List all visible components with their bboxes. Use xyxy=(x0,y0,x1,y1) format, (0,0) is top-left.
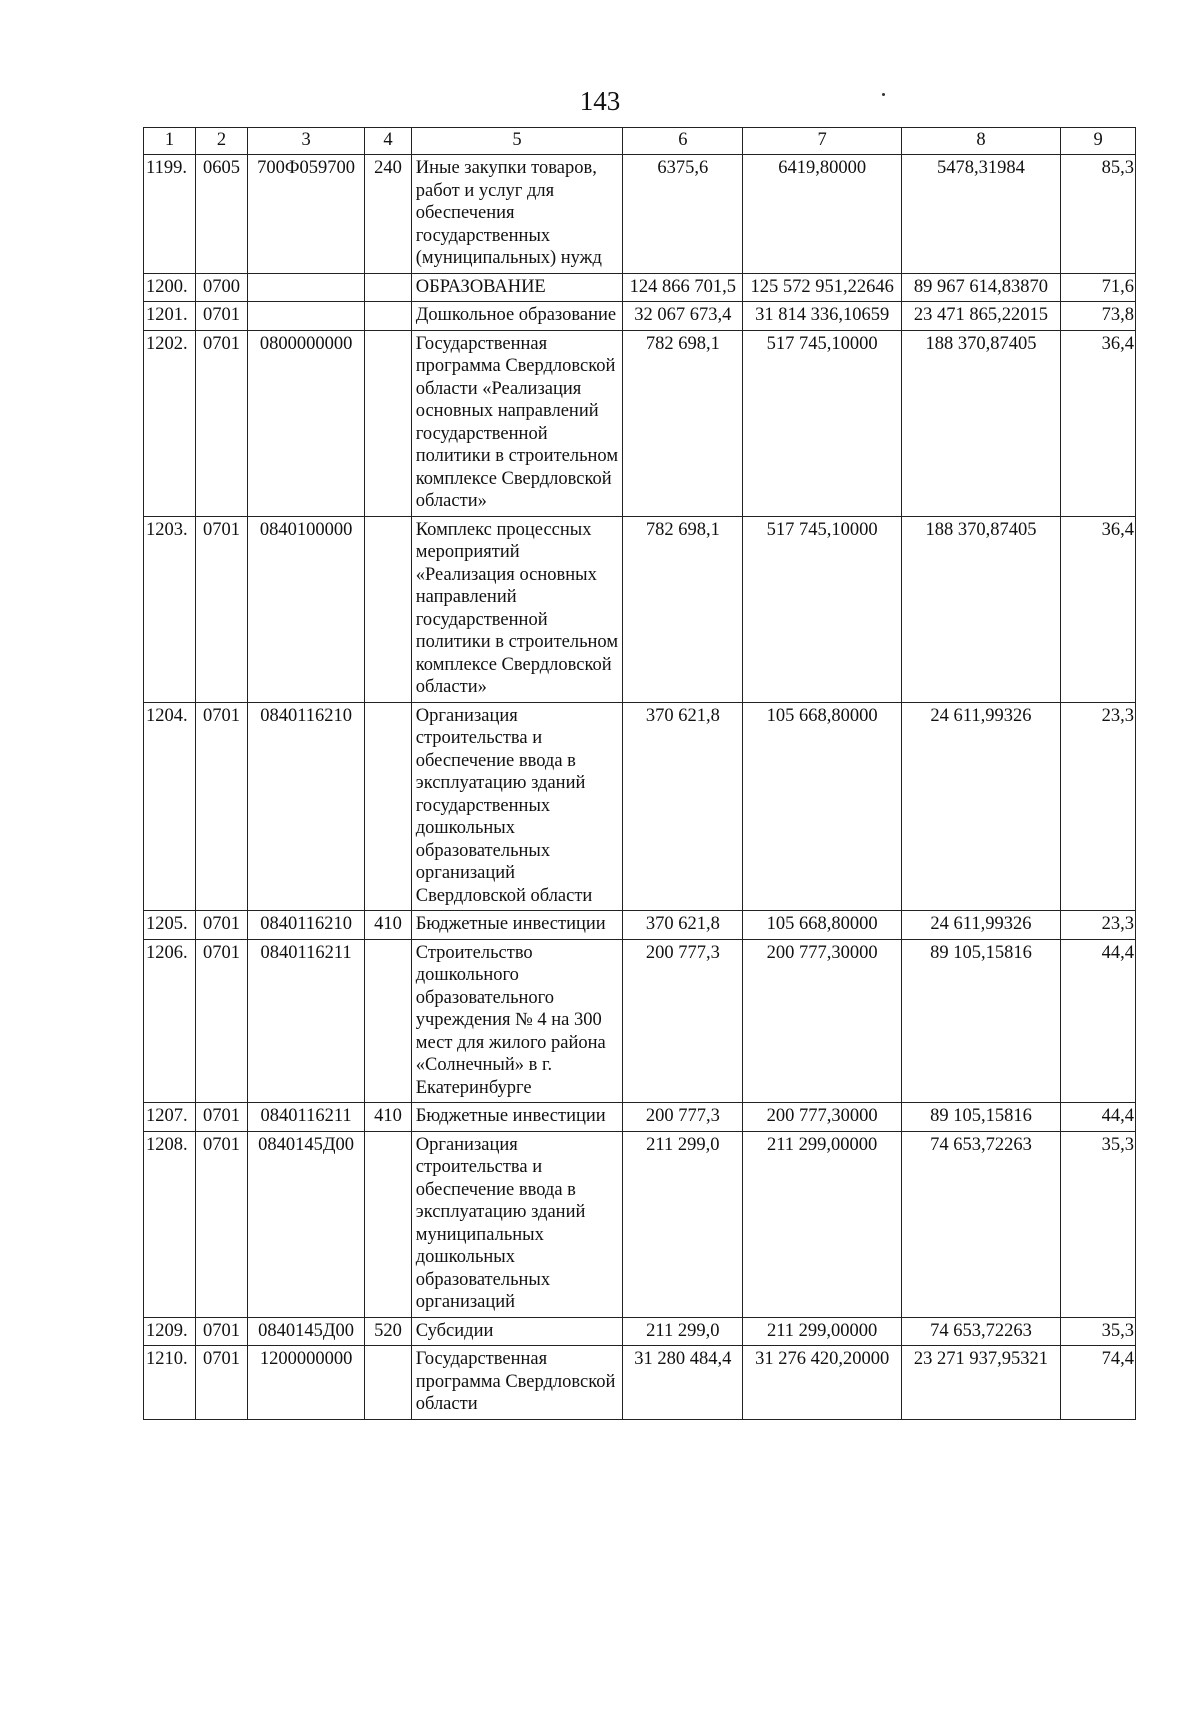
value-col6: 6375,6 xyxy=(623,155,743,274)
column-header: 9 xyxy=(1061,128,1136,155)
value-col9: 74,4 xyxy=(1061,1346,1136,1420)
value-col6: 31 280 484,4 xyxy=(623,1346,743,1420)
expense-type-code xyxy=(365,273,412,302)
value-col9: 23,3 xyxy=(1061,702,1136,911)
section-code: 0605 xyxy=(196,155,248,274)
value-col9: 73,8 xyxy=(1061,302,1136,331)
expense-type-code: 410 xyxy=(365,911,412,940)
page-number: 143 xyxy=(579,86,621,116)
table-row xyxy=(144,1346,1136,1420)
value-col7: 517 745,10000 xyxy=(743,516,901,702)
section-code: 0701 xyxy=(196,1346,248,1420)
value-col8: 74 653,72263 xyxy=(901,1131,1060,1317)
section-code: 0701 xyxy=(196,1317,248,1346)
row-number: 1199. xyxy=(144,155,196,274)
expense-type-code xyxy=(365,702,412,911)
value-col7: 517 745,10000 xyxy=(743,330,901,516)
section-code: 0701 xyxy=(196,1131,248,1317)
value-col6: 124 866 701,5 xyxy=(623,273,743,302)
value-col7: 200 777,30000 xyxy=(743,939,901,1103)
item-name: Организация строительства и обеспечение ввода в эксплуатацию зданий муниципальных дошкольных образовательных организаций xyxy=(411,1131,622,1317)
value-col7: 211 299,00000 xyxy=(743,1131,901,1317)
item-name: Дошкольное образование xyxy=(411,302,622,331)
value-col8: 89 105,15816 xyxy=(901,939,1060,1103)
row-number: 1208. xyxy=(144,1131,196,1317)
item-name: Иные закупки товаров, работ и услуг для обеспечения государственных (муниципальных) нужд xyxy=(411,155,622,274)
row-number: 1203. xyxy=(144,516,196,702)
value-col8: 5478,31984 xyxy=(901,155,1060,274)
scan-speck xyxy=(882,93,885,96)
value-col7: 105 668,80000 xyxy=(743,911,901,940)
target-article-code xyxy=(248,302,365,331)
item-name: Бюджетные инвестиции xyxy=(411,911,622,940)
column-header: 5 xyxy=(411,128,622,155)
section-code: 0701 xyxy=(196,516,248,702)
item-name: Комплекс процессных мероприятий «Реализация основных направлений государственной политики в строительном комплексе Свердловской области» xyxy=(411,516,622,702)
value-col9: 36,4 xyxy=(1061,516,1136,702)
value-col6: 211 299,0 xyxy=(623,1131,743,1317)
expense-type-code xyxy=(365,939,412,1103)
value-col8: 23 471 865,22015 xyxy=(901,302,1060,331)
table-row xyxy=(144,516,1136,702)
column-header: 7 xyxy=(743,128,901,155)
target-article-code: 0840116210 xyxy=(248,702,365,911)
expense-type-code: 240 xyxy=(365,155,412,274)
value-col7: 211 299,00000 xyxy=(743,1317,901,1346)
table-row xyxy=(144,911,1136,940)
column-header: 6 xyxy=(623,128,743,155)
value-col6: 782 698,1 xyxy=(623,330,743,516)
row-number: 1204. xyxy=(144,702,196,911)
value-col9: 35,3 xyxy=(1061,1131,1136,1317)
item-name: Организация строительства и обеспечение ввода в эксплуатацию зданий государственных дошкольных образовательных организаций Свердловской области xyxy=(411,702,622,911)
row-number: 1201. xyxy=(144,302,196,331)
value-col6: 32 067 673,4 xyxy=(623,302,743,331)
value-col8: 89 967 614,83870 xyxy=(901,273,1060,302)
target-article-code: 0840116210 xyxy=(248,911,365,940)
target-article-code: 0840145Д00 xyxy=(248,1317,365,1346)
section-code: 0701 xyxy=(196,702,248,911)
section-code: 0701 xyxy=(196,330,248,516)
value-col6: 211 299,0 xyxy=(623,1317,743,1346)
value-col9: 44,4 xyxy=(1061,939,1136,1103)
value-col9: 71,6 xyxy=(1061,273,1136,302)
table-row xyxy=(144,155,1136,274)
value-col7: 6419,80000 xyxy=(743,155,901,274)
column-header: 2 xyxy=(196,128,248,155)
section-code: 0700 xyxy=(196,273,248,302)
row-number: 1200. xyxy=(144,273,196,302)
target-article-code: 0840145Д00 xyxy=(248,1131,365,1317)
item-name: Бюджетные инвестиции xyxy=(411,1103,622,1132)
table-row xyxy=(144,702,1136,911)
row-number: 1207. xyxy=(144,1103,196,1132)
value-col8: 24 611,99326 xyxy=(901,911,1060,940)
target-article-code: 0840116211 xyxy=(248,1103,365,1132)
value-col6: 200 777,3 xyxy=(623,939,743,1103)
table-row xyxy=(144,330,1136,516)
target-article-code: 0800000000 xyxy=(248,330,365,516)
column-number-row xyxy=(144,128,1136,155)
expense-type-code xyxy=(365,1131,412,1317)
value-col7: 105 668,80000 xyxy=(743,702,901,911)
section-code: 0701 xyxy=(196,1103,248,1132)
column-header: 4 xyxy=(365,128,412,155)
target-article-code xyxy=(248,273,365,302)
value-col6: 370 621,8 xyxy=(623,911,743,940)
section-code: 0701 xyxy=(196,939,248,1103)
value-col7: 200 777,30000 xyxy=(743,1103,901,1132)
table-row xyxy=(144,1131,1136,1317)
table-row xyxy=(144,939,1136,1103)
expense-type-code: 410 xyxy=(365,1103,412,1132)
value-col9: 44,4 xyxy=(1061,1103,1136,1132)
target-article-code: 0840116211 xyxy=(248,939,365,1103)
column-header: 8 xyxy=(901,128,1060,155)
section-code: 0701 xyxy=(196,302,248,331)
value-col9: 35,3 xyxy=(1061,1317,1136,1346)
table-row xyxy=(144,1317,1136,1346)
row-number: 1210. xyxy=(144,1346,196,1420)
value-col8: 89 105,15816 xyxy=(901,1103,1060,1132)
value-col8: 24 611,99326 xyxy=(901,702,1060,911)
table-row xyxy=(144,273,1136,302)
value-col6: 782 698,1 xyxy=(623,516,743,702)
row-number: 1206. xyxy=(144,939,196,1103)
value-col6: 370 621,8 xyxy=(623,702,743,911)
expense-type-code xyxy=(365,302,412,331)
item-name: Государственная программа Свердловской области xyxy=(411,1346,622,1420)
row-number: 1205. xyxy=(144,911,196,940)
row-number: 1209. xyxy=(144,1317,196,1346)
value-col8: 188 370,87405 xyxy=(901,330,1060,516)
item-name: Субсидии xyxy=(411,1317,622,1346)
value-col6: 200 777,3 xyxy=(623,1103,743,1132)
expense-type-code xyxy=(365,516,412,702)
section-code: 0701 xyxy=(196,911,248,940)
value-col7: 125 572 951,22646 xyxy=(743,273,901,302)
expense-type-code: 520 xyxy=(365,1317,412,1346)
row-number: 1202. xyxy=(144,330,196,516)
value-col9: 23,3 xyxy=(1061,911,1136,940)
value-col8: 188 370,87405 xyxy=(901,516,1060,702)
item-name: ОБРАЗОВАНИЕ xyxy=(411,273,622,302)
expense-type-code xyxy=(365,330,412,516)
value-col8: 74 653,72263 xyxy=(901,1317,1060,1346)
target-article-code: 700Ф059700 xyxy=(248,155,365,274)
column-header: 3 xyxy=(248,128,365,155)
value-col7: 31 276 420,20000 xyxy=(743,1346,901,1420)
value-col9: 85,3 xyxy=(1061,155,1136,274)
value-col7: 31 814 336,10659 xyxy=(743,302,901,331)
budget-table xyxy=(143,127,1136,1420)
column-header: 1 xyxy=(144,128,196,155)
table-row xyxy=(144,302,1136,331)
value-col8: 23 271 937,95321 xyxy=(901,1346,1060,1420)
item-name: Государственная программа Свердловской области «Реализация основных направлений государственной политики в строительном комплексе Свердловской области» xyxy=(411,330,622,516)
target-article-code: 1200000000 xyxy=(248,1346,365,1420)
table-row xyxy=(144,1103,1136,1132)
value-col9: 36,4 xyxy=(1061,330,1136,516)
expense-type-code xyxy=(365,1346,412,1420)
target-article-code: 0840100000 xyxy=(248,516,365,702)
item-name: Строительство дошкольного образовательного учреждения № 4 на 300 мест для жилого района «Солнечный» в г. Екатеринбурге xyxy=(411,939,622,1103)
